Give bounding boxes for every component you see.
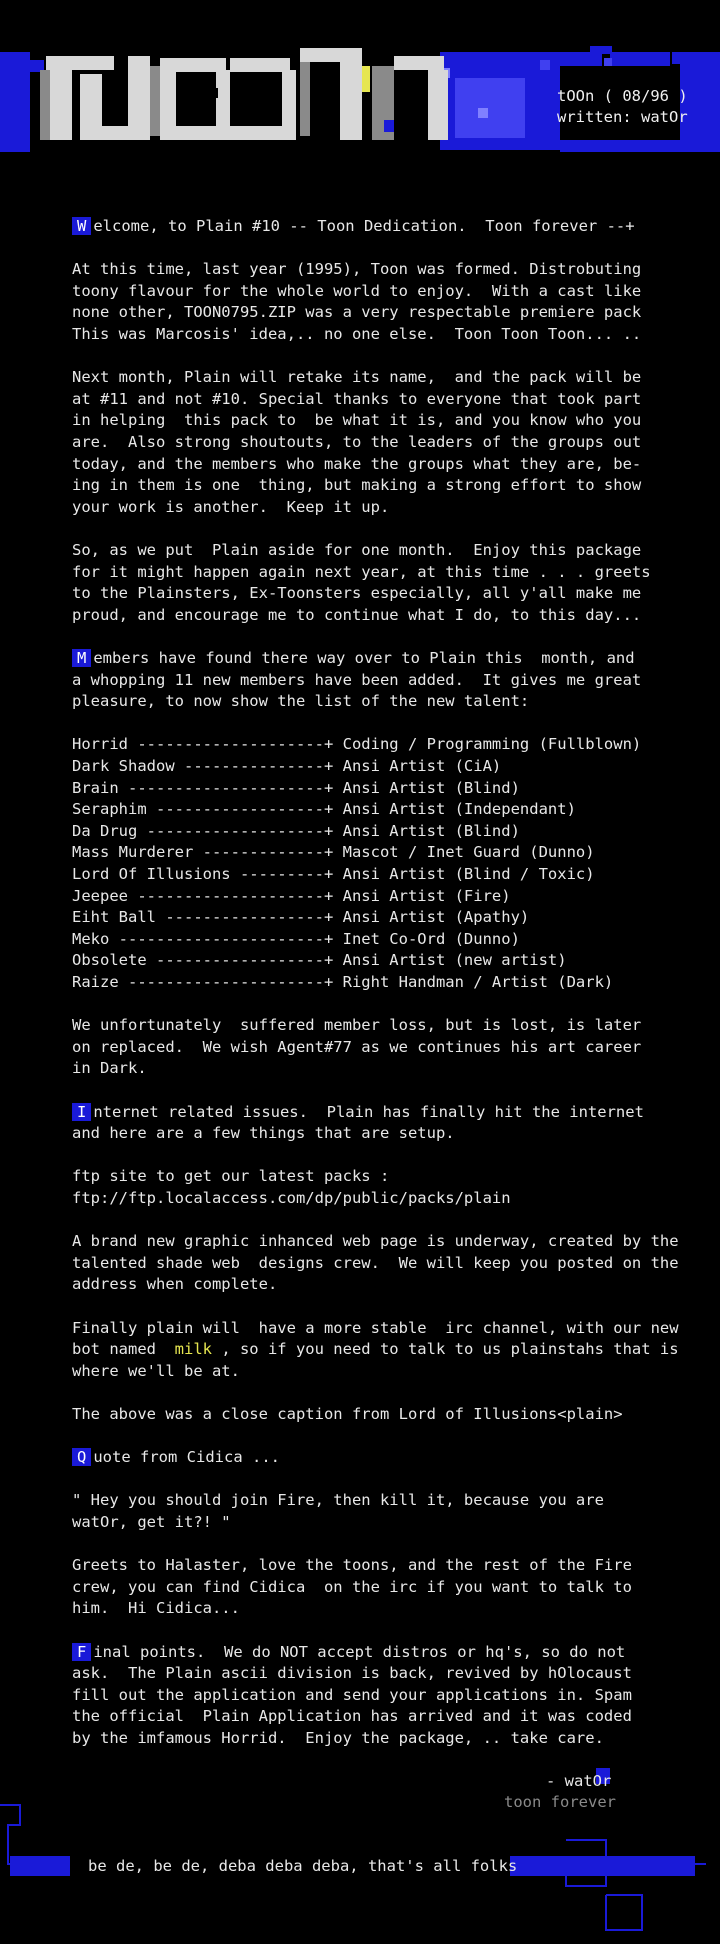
member-row bbox=[72, 756, 501, 777]
internet-line bbox=[72, 1102, 644, 1123]
member-row bbox=[72, 907, 529, 928]
text-span: Obsolete ------------------+ Ansi Artist (new artist) bbox=[72, 951, 567, 970]
logo-yellow-accent bbox=[362, 66, 370, 92]
paragraph-line bbox=[72, 454, 641, 475]
paragraph-line bbox=[72, 1598, 240, 1619]
paragraph-line bbox=[72, 1253, 679, 1274]
paragraph-line bbox=[72, 583, 641, 604]
paragraph-line bbox=[72, 281, 641, 302]
header-line-1: tOOn ( 08/96 ) bbox=[557, 87, 688, 105]
text-span: Jeepee --------------------+ Ansi Artist (Fire) bbox=[72, 886, 511, 905]
paragraph-line bbox=[72, 562, 651, 583]
drop-cap: I bbox=[72, 1103, 91, 1121]
text-span: to the Plainsters, Ex-Toonsters especially, all y'all make me bbox=[72, 584, 642, 603]
text-span: the official Plain Application has arrived and it was coded bbox=[72, 1707, 632, 1726]
final-line bbox=[72, 1728, 604, 1749]
text-span: embers have found there way over to Plain this month, and bbox=[93, 649, 635, 667]
text-span: Horrid --------------------+ Coding / Programming (Fullblown) bbox=[72, 735, 642, 754]
paragraph-line bbox=[72, 1015, 641, 1036]
paragraph-line bbox=[72, 302, 641, 323]
text-span: Lord Of Illusions ---------+ Ansi Artist (Blind / Toxic) bbox=[72, 865, 595, 883]
text-span: on replaced. We wish Agent#77 as we continues his art career bbox=[72, 1037, 642, 1056]
paragraph-line bbox=[72, 1037, 641, 1058]
paragraph-line bbox=[72, 1339, 679, 1360]
final-line bbox=[72, 1685, 632, 1706]
drop-cap: Q bbox=[72, 1448, 91, 1466]
member-row bbox=[72, 886, 511, 907]
header-line-2: written: watOr bbox=[557, 108, 688, 126]
text-span: none other, TOON0795.ZIP was a very respectable premiere pack bbox=[72, 303, 642, 322]
final-line bbox=[72, 1642, 625, 1663]
quote-line bbox=[72, 1512, 231, 1533]
text-span: address when complete. bbox=[72, 1275, 278, 1294]
text-span: where we'll be at. bbox=[72, 1361, 240, 1380]
text-span: Finally plain will have a more stable irc channel, with our new bbox=[72, 1318, 679, 1337]
member-row bbox=[72, 778, 520, 799]
text-span: talented shade web designs crew. We will keep you posted on the bbox=[72, 1253, 679, 1272]
text-span: Brain ---------------------+ Ansi Artist (Blind) bbox=[72, 778, 520, 797]
text-span: ing in them is one thing, but making a strong effort to show bbox=[72, 476, 642, 495]
paragraph-line bbox=[72, 410, 641, 431]
paragraph-line bbox=[72, 367, 641, 388]
text-span: This was Marcosis' idea,.. no one else. Toon Toon Toon... .. bbox=[72, 325, 642, 343]
text-span: crew, you can find Cidica on the irc if you want to talk to bbox=[72, 1577, 632, 1596]
quote-line bbox=[72, 1490, 604, 1511]
text-span: Next month, Plain will retake its name, and the pack will be bbox=[72, 368, 642, 387]
text-span: pleasure, to now show the list of the new talent: bbox=[72, 692, 530, 711]
members-intro-line bbox=[72, 691, 529, 712]
paragraph-line bbox=[72, 475, 641, 496]
paragraph-line bbox=[72, 1231, 679, 1252]
member-row bbox=[72, 821, 520, 842]
text-span: your work is another. Keep it up. bbox=[72, 497, 390, 516]
caption-line bbox=[72, 1404, 623, 1425]
paragraph-line bbox=[72, 1361, 240, 1382]
text-span: elcome, to Plain #10 -- Toon Dedication. Toon forever --+ bbox=[93, 217, 635, 235]
members-intro-line bbox=[72, 670, 641, 691]
text-span: uote from Cidica ... bbox=[93, 1448, 280, 1467]
ftp-line bbox=[72, 1188, 511, 1209]
text-span: Raize ---------------------+ Right Handman / Artist (Dark) bbox=[72, 973, 614, 991]
text-span: Greets to Halaster, love the toons, and the rest of the Fire bbox=[72, 1556, 632, 1575]
text-span: inal points. We do NOT accept distros or hq's, so do not bbox=[93, 1642, 626, 1661]
text-span: So, as we put Plain aside for one month. Enjoy this package bbox=[72, 541, 642, 559]
ftp-line bbox=[72, 1166, 389, 1187]
header-info bbox=[557, 86, 688, 128]
paragraph-line bbox=[72, 389, 641, 410]
bot-name: milk bbox=[174, 1340, 212, 1359]
text-span: Dark Shadow ---------------+ Ansi Artist (CiA) bbox=[72, 757, 502, 775]
text-span: him. Hi Cidica... bbox=[72, 1599, 240, 1618]
members-intro-line bbox=[72, 648, 635, 669]
member-row bbox=[72, 929, 520, 950]
text-span: today, and the members who make the groups what they are, be- bbox=[72, 454, 642, 473]
footer-text: be de, be de, deba deba deba, that's all folks bbox=[88, 1857, 518, 1875]
paragraph-line bbox=[72, 324, 641, 345]
paragraph-line bbox=[72, 1318, 679, 1339]
text-span: A brand new graphic inhanced web page is underway, created by the bbox=[72, 1232, 679, 1251]
member-row bbox=[72, 842, 595, 863]
text-span: ftp site to get our latest packs : bbox=[72, 1167, 390, 1186]
text-span: by the imfamous Horrid. Enjoy the package, .. take care. bbox=[72, 1729, 604, 1747]
text-span: ask. The Plain ascii division is back, revived by hOlocaust bbox=[72, 1664, 632, 1683]
signature: - watOr bbox=[546, 1772, 612, 1790]
paragraph-line bbox=[72, 540, 641, 561]
paragraph-line bbox=[72, 1058, 147, 1079]
text-span: " Hey you should join Fire, then kill it, because you are bbox=[72, 1491, 604, 1510]
text-span: The above was a close caption from Lord of Illusions<plain> bbox=[72, 1405, 623, 1423]
logo-blue-accent bbox=[384, 120, 394, 132]
text-span: Mass Murderer -------------+ Mascot / Inet Guard (Dunno) bbox=[72, 843, 595, 862]
quote-heading bbox=[72, 1447, 280, 1468]
final-line bbox=[72, 1706, 632, 1727]
paragraph-line bbox=[72, 1274, 277, 1295]
paragraph-line bbox=[72, 259, 641, 280]
paragraph-line bbox=[72, 432, 641, 453]
text-span: watOr, get it?! " bbox=[72, 1513, 231, 1531]
drop-cap: M bbox=[72, 649, 91, 667]
footer-bar-left bbox=[10, 1856, 70, 1876]
paragraph-line bbox=[72, 605, 641, 626]
footer-bar-right bbox=[510, 1856, 695, 1876]
paragraph-line bbox=[72, 1555, 632, 1576]
text-span: Da Drug -------------------+ Ansi Artist (Blind) bbox=[72, 821, 520, 840]
member-row bbox=[72, 864, 595, 885]
text-span: , so if you need to talk to us plainstahs that is bbox=[211, 1340, 679, 1359]
text-span: Meko ----------------------+ Inet Co-Ord (Dunno) bbox=[72, 929, 520, 948]
paragraph-line bbox=[72, 1577, 632, 1598]
text-span: and here are a few things that are setup. bbox=[72, 1124, 455, 1143]
member-row bbox=[72, 972, 613, 993]
text-span: a whopping 11 new members have been added. It gives me great bbox=[72, 670, 642, 689]
welcome-line bbox=[72, 216, 635, 237]
text-span: Seraphim ------------------+ Ansi Artist (Independant) bbox=[72, 800, 576, 819]
text-span: Eiht Ball -----------------+ Ansi Artist (Apathy) bbox=[72, 908, 530, 927]
member-row bbox=[72, 950, 567, 971]
final-line bbox=[72, 1663, 632, 1684]
text-span: ftp://ftp.localaccess.com/dp/public/packs/plain bbox=[72, 1189, 511, 1207]
internet-line bbox=[72, 1123, 455, 1144]
paragraph-line bbox=[72, 497, 389, 518]
text-span: proud, and encourage me to continue what I do, to this day... bbox=[72, 605, 642, 624]
text-span: in helping this pack to be what it is, and you know who you bbox=[72, 411, 642, 430]
logo-eyes bbox=[200, 88, 268, 98]
member-row bbox=[72, 799, 576, 820]
member-row bbox=[72, 734, 641, 755]
text-span: nternet related issues. Plain has finally hit the internet bbox=[93, 1102, 644, 1121]
text-span: toony flavour for the whole world to enjoy. With a cast like bbox=[72, 281, 642, 300]
text-span: At this time, last year (1995), Toon was formed. Distrobuting bbox=[72, 260, 642, 279]
text-span: in Dark. bbox=[72, 1059, 147, 1078]
drop-cap: W bbox=[72, 217, 91, 235]
tagline: toon forever bbox=[504, 1793, 616, 1811]
text-span: bot named bbox=[72, 1340, 175, 1359]
text-span: are. Also strong shoutouts, to the leaders of the groups out bbox=[72, 433, 642, 451]
text-span: fill out the application and send your applications in. Spam bbox=[72, 1685, 632, 1704]
text-span: for it might happen again next year, at this time . . . greets bbox=[72, 562, 651, 581]
drop-cap: F bbox=[72, 1643, 91, 1661]
text-span: at #11 and not #10. Special thanks to everyone that took part bbox=[72, 389, 642, 408]
text-span: We unfortunately suffered member loss, but is lost, is later bbox=[72, 1016, 642, 1035]
